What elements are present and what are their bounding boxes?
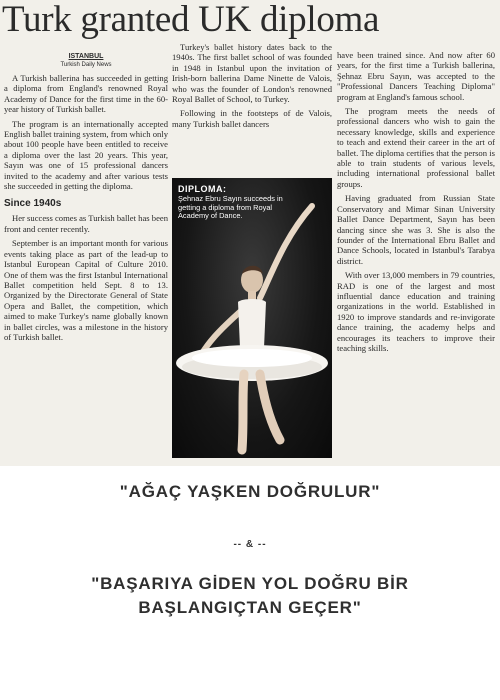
article-paragraph: Her success comes as Turkish ballet has been front and center recently. <box>4 213 168 234</box>
article-paragraph: Turkey's ballet history dates back to the 1940s. The first ballet school of was founded in 1948 in Istanbul upon the invitation of Irish-born ballerina Dame Ninette de Valois, who was the founder of London's renowned Royal Ballet of School, to Turkey. <box>172 42 332 105</box>
article-paragraph: September is an important month for various events taking place as part of the lead-up to Istanbul European Capital of Culture 2010. One of them was the first Istanbul International Ballet competition held Sept. 8 to 13. Organized by the Directorate General of State Opera and Ballet, the competition, which aimed to make Turkey's name globally known in ballet circles, was a milestone in the history of Turkish ballet. <box>4 238 168 342</box>
ballerina-photo <box>172 178 332 458</box>
success-quote: "BAŞARIYA GİDEN YOL DOĞRU BİR BAŞLANGIÇTAN GEÇER" <box>91 574 409 617</box>
proverb-quote: "AĞAÇ YAŞKEN DOĞRULUR" <box>119 482 381 501</box>
article-paragraph: With over 13,000 members in 79 countries, RAD is one of the largest and most influential dance education and training organizations in the world. Established in 1920 to improve standards and re-invigorate dance training, the academy helps and encourages its teachers to improve their teaching skills. <box>337 270 495 353</box>
article-column-2 <box>172 42 332 133</box>
article-column-1 <box>4 42 168 346</box>
quote-separator: -- & -- <box>233 539 267 550</box>
article-source: Turkish Daily News <box>60 62 112 68</box>
article-column-3 <box>337 50 495 357</box>
article-paragraph: The program is an internationally accepted English ballet training system, from which only about 100 people have been entitled to receive a diploma over the last 20 years. This year, Sayın was one of 15 professional dancers invited to the academy and after various tests she succeeded in getting the diploma. <box>4 118 168 192</box>
photo-caption-text: Şehnaz Ebru Sayın succeeds in getting a diploma from Royal Academy of Dance. <box>178 194 283 221</box>
article-headline: Turk granted UK diploma <box>2 0 380 40</box>
article-paragraph: The program meets the needs of professional dancers who wish to gain the necessary knowledge, skills and experience to teach and extend their career in the art of ballet. The diploma certifies that the person is able to train students of various levels, including international professional ballet groups. <box>337 106 495 189</box>
article-paragraph: Having graduated from Russian State Conservatory and Mimar Sinan University Ballet Dance Department, Sayın has been dancing since she was 3. She is also the founder of the International Ebru Ballet and Dance Schools, located in Istanbul's Tarabya district. <box>337 193 495 266</box>
photo-caption-title: DIPLOMA: <box>178 184 227 194</box>
article-dateline: ISTANBUL <box>68 53 104 60</box>
article-paragraph: Following in the footsteps of de Valois, many Turkish ballet dancers <box>172 108 332 129</box>
article-paragraph: A Turkish ballerina has succeeded in getting a diploma from England's renowned Royal Academy of Dance for the first time in the 60-year history of Turkish ballet. <box>4 73 168 115</box>
article-subhead: Since 1940s <box>4 198 62 210</box>
article-paragraph: have been trained since. And now after 60 years, for the first time a Turkish ballerina, Şehnaz Ebru Sayın, was accepted to the "Professional Dancers Teaching Diploma" program at England's famous school. <box>337 50 495 102</box>
